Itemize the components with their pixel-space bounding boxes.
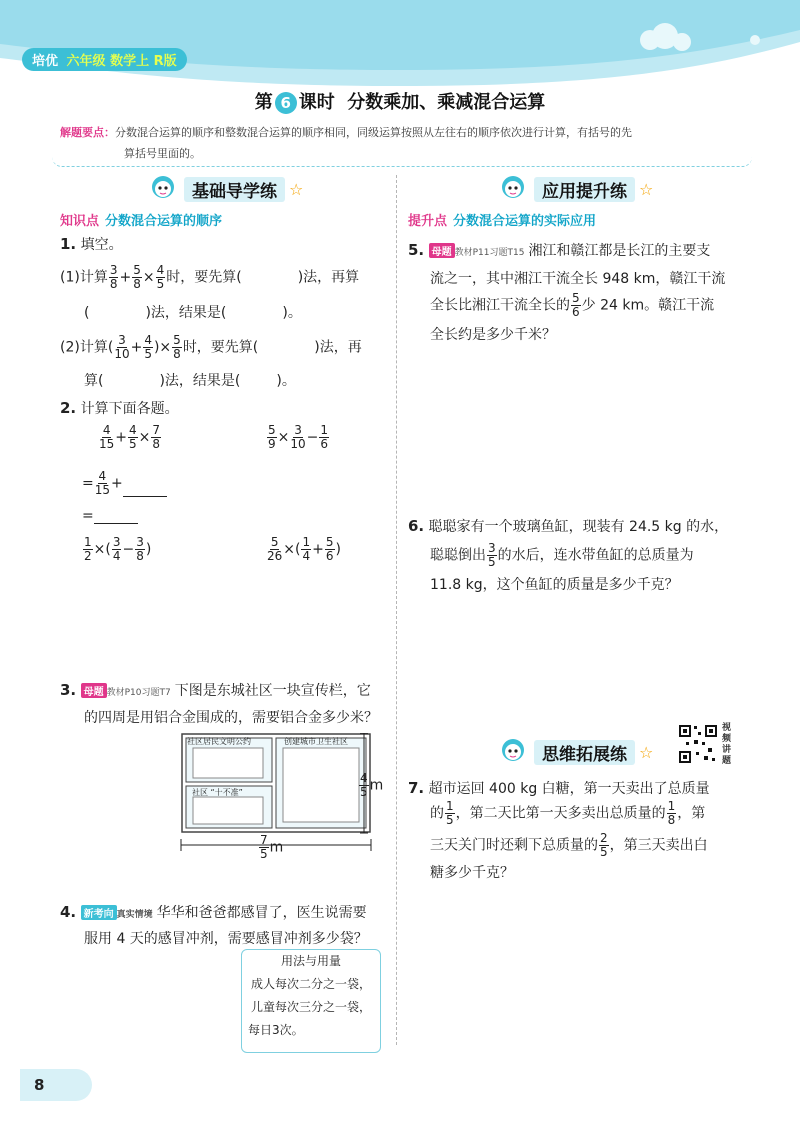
question-7-line2: 的 $\frac{1}{5}$ ，第二天比第一天多卖出总质量的 $\frac{1}{8}$ ，第	[430, 799, 706, 827]
header-banner	[0, 0, 800, 92]
star-icon: ☆	[289, 179, 304, 199]
star-icon: ☆	[639, 742, 654, 762]
height-label: $\frac{4}{5}$ m	[360, 771, 384, 799]
question-2: 2. 计算下面各题。	[60, 399, 179, 417]
lesson-number: 6	[275, 92, 297, 114]
mother-question-badge: 母题	[81, 683, 107, 698]
question-4-line1: 4. 新考向 真实情境 华华和爸爸都感冒了，医生说需要	[60, 903, 367, 921]
question-3-line2: 的四周是用铝合金围成的，需要铝合金多少米？	[84, 710, 378, 726]
knowledge-point: 知识点 分数混合运算的顺序	[60, 214, 223, 229]
question-6-line1: 6. 聪聪家有一个玻璃鱼缸，现装有 24.5 kg 的水，	[408, 517, 729, 535]
key-points: 解题要点：分数混合运算的顺序和整数混合运算的顺序相同，同级运算按照从左往右的顺序依次进行计算，有括号的先 算括号里面的。	[60, 126, 632, 160]
board-title-2: 创建城市卫生社区	[284, 737, 348, 746]
question-6-line2: 聪聪倒出 $\frac{3}{5}$ 的水后，连水带鱼缸的总质量为	[430, 541, 694, 569]
question-1: 1. 填空。	[60, 235, 123, 253]
mascot-icon	[498, 737, 528, 767]
question-6-line3: 11.8 kg，这个鱼缸的质量是多少千克？	[430, 577, 679, 593]
width-label: $\frac{7}{5}$ m	[260, 833, 284, 861]
board-title-3: 社区 “十不准”	[192, 788, 243, 797]
key-points-label: 解题要点：	[60, 126, 115, 139]
question-5-line3: 全长比湘江干流全长的 $\frac{5}{6}$ 少 24 km。赣江干流	[430, 291, 715, 319]
column-divider	[396, 175, 397, 1045]
star-icon: ☆	[639, 179, 654, 199]
q2-step1: = $\frac{4}{15}$ +	[82, 470, 167, 497]
page-number: 8	[20, 1069, 92, 1101]
question-5-line4: 全长约是多少千米？	[430, 327, 556, 343]
lesson-title: 第 6 课时 分数乘加、乘减混合运算	[254, 92, 546, 113]
question-5-line1: 5. 母题 教材P11习题T15 湘江和赣江都是长江的主要支	[408, 241, 711, 259]
q2-expr-b: $\frac{5}{9}$ × $\frac{3}{10}$ − $\frac{1}{6}$	[268, 423, 329, 451]
q1-part1-line1: (1)计算 $\frac{3}{8}$ + $\frac{5}{8}$ × $\frac{4}{5}$ 时，要先算( )法，再算	[60, 263, 360, 291]
q1-part2-line1: (2)计算( $\frac{3}{10}$ + $\frac{4}{5}$ )× $\frac{5}{8}$ 时，要先算( )法，再	[60, 333, 362, 361]
q2-expr-c: $\frac{1}{2}$ ×( $\frac{3}{4}$ − $\frac{3}{8}$ )	[84, 535, 152, 563]
section-application: 应用提升练 ☆	[498, 175, 653, 203]
question-4-line2: 服用 4 天的感冒冲剂，需要感冒冲剂多少袋？	[84, 931, 368, 947]
question-3-line1: 3. 母题 教材P10习题T7 下图是东城社区一块宣传栏，它	[60, 681, 371, 699]
q2-expr-a: $\frac{4}{15}$ + $\frac{4}{5}$ × $\frac{7}{8}$	[99, 423, 161, 451]
mascot-icon	[498, 174, 528, 204]
qr-video-label: 视频讲题	[722, 723, 732, 766]
question-5-line2: 流之一，其中湘江干流全长 948 km，赣江干流	[430, 271, 726, 287]
q1-part2-line2: 算( )法，结果是( )。	[84, 373, 296, 389]
q2-step2: =	[82, 508, 138, 524]
mascot-icon	[148, 174, 178, 204]
mother-question-badge: 母题	[429, 243, 455, 258]
section-basic: 基础导学练 ☆	[148, 175, 303, 203]
series-label: 培优 六年级 数学上 R版	[22, 48, 187, 71]
dosage-box: 用法与用量 成人每次二分之一袋， 儿童每次三分之一袋， 每日3次。	[241, 949, 381, 1053]
question-7-line3: 三天关门时还剩下总质量的 $\frac{2}{5}$ ，第三天卖出白	[430, 831, 708, 859]
improvement-point: 提升点 分数混合运算的实际应用	[408, 214, 597, 229]
new-direction-badge: 新考向	[81, 905, 117, 920]
question-7-line4: 糖多少千克？	[430, 865, 514, 881]
question-7-line1: 7. 超市运回 400 kg 白糖，第一天卖出了总质量	[408, 779, 710, 797]
brand-logo: 培优	[32, 54, 59, 69]
q2-expr-d: $\frac{5}{26}$ ×( $\frac{1}{4}$ + $\frac{5}{6}$ )	[267, 535, 341, 563]
qr-code-icon[interactable]	[678, 724, 718, 764]
section-extension: 思维拓展练 ☆	[498, 738, 653, 766]
board-title-1: 社区居民文明公约	[187, 737, 251, 746]
q1-part1-line2: ( )法，结果是( )。	[84, 305, 302, 321]
